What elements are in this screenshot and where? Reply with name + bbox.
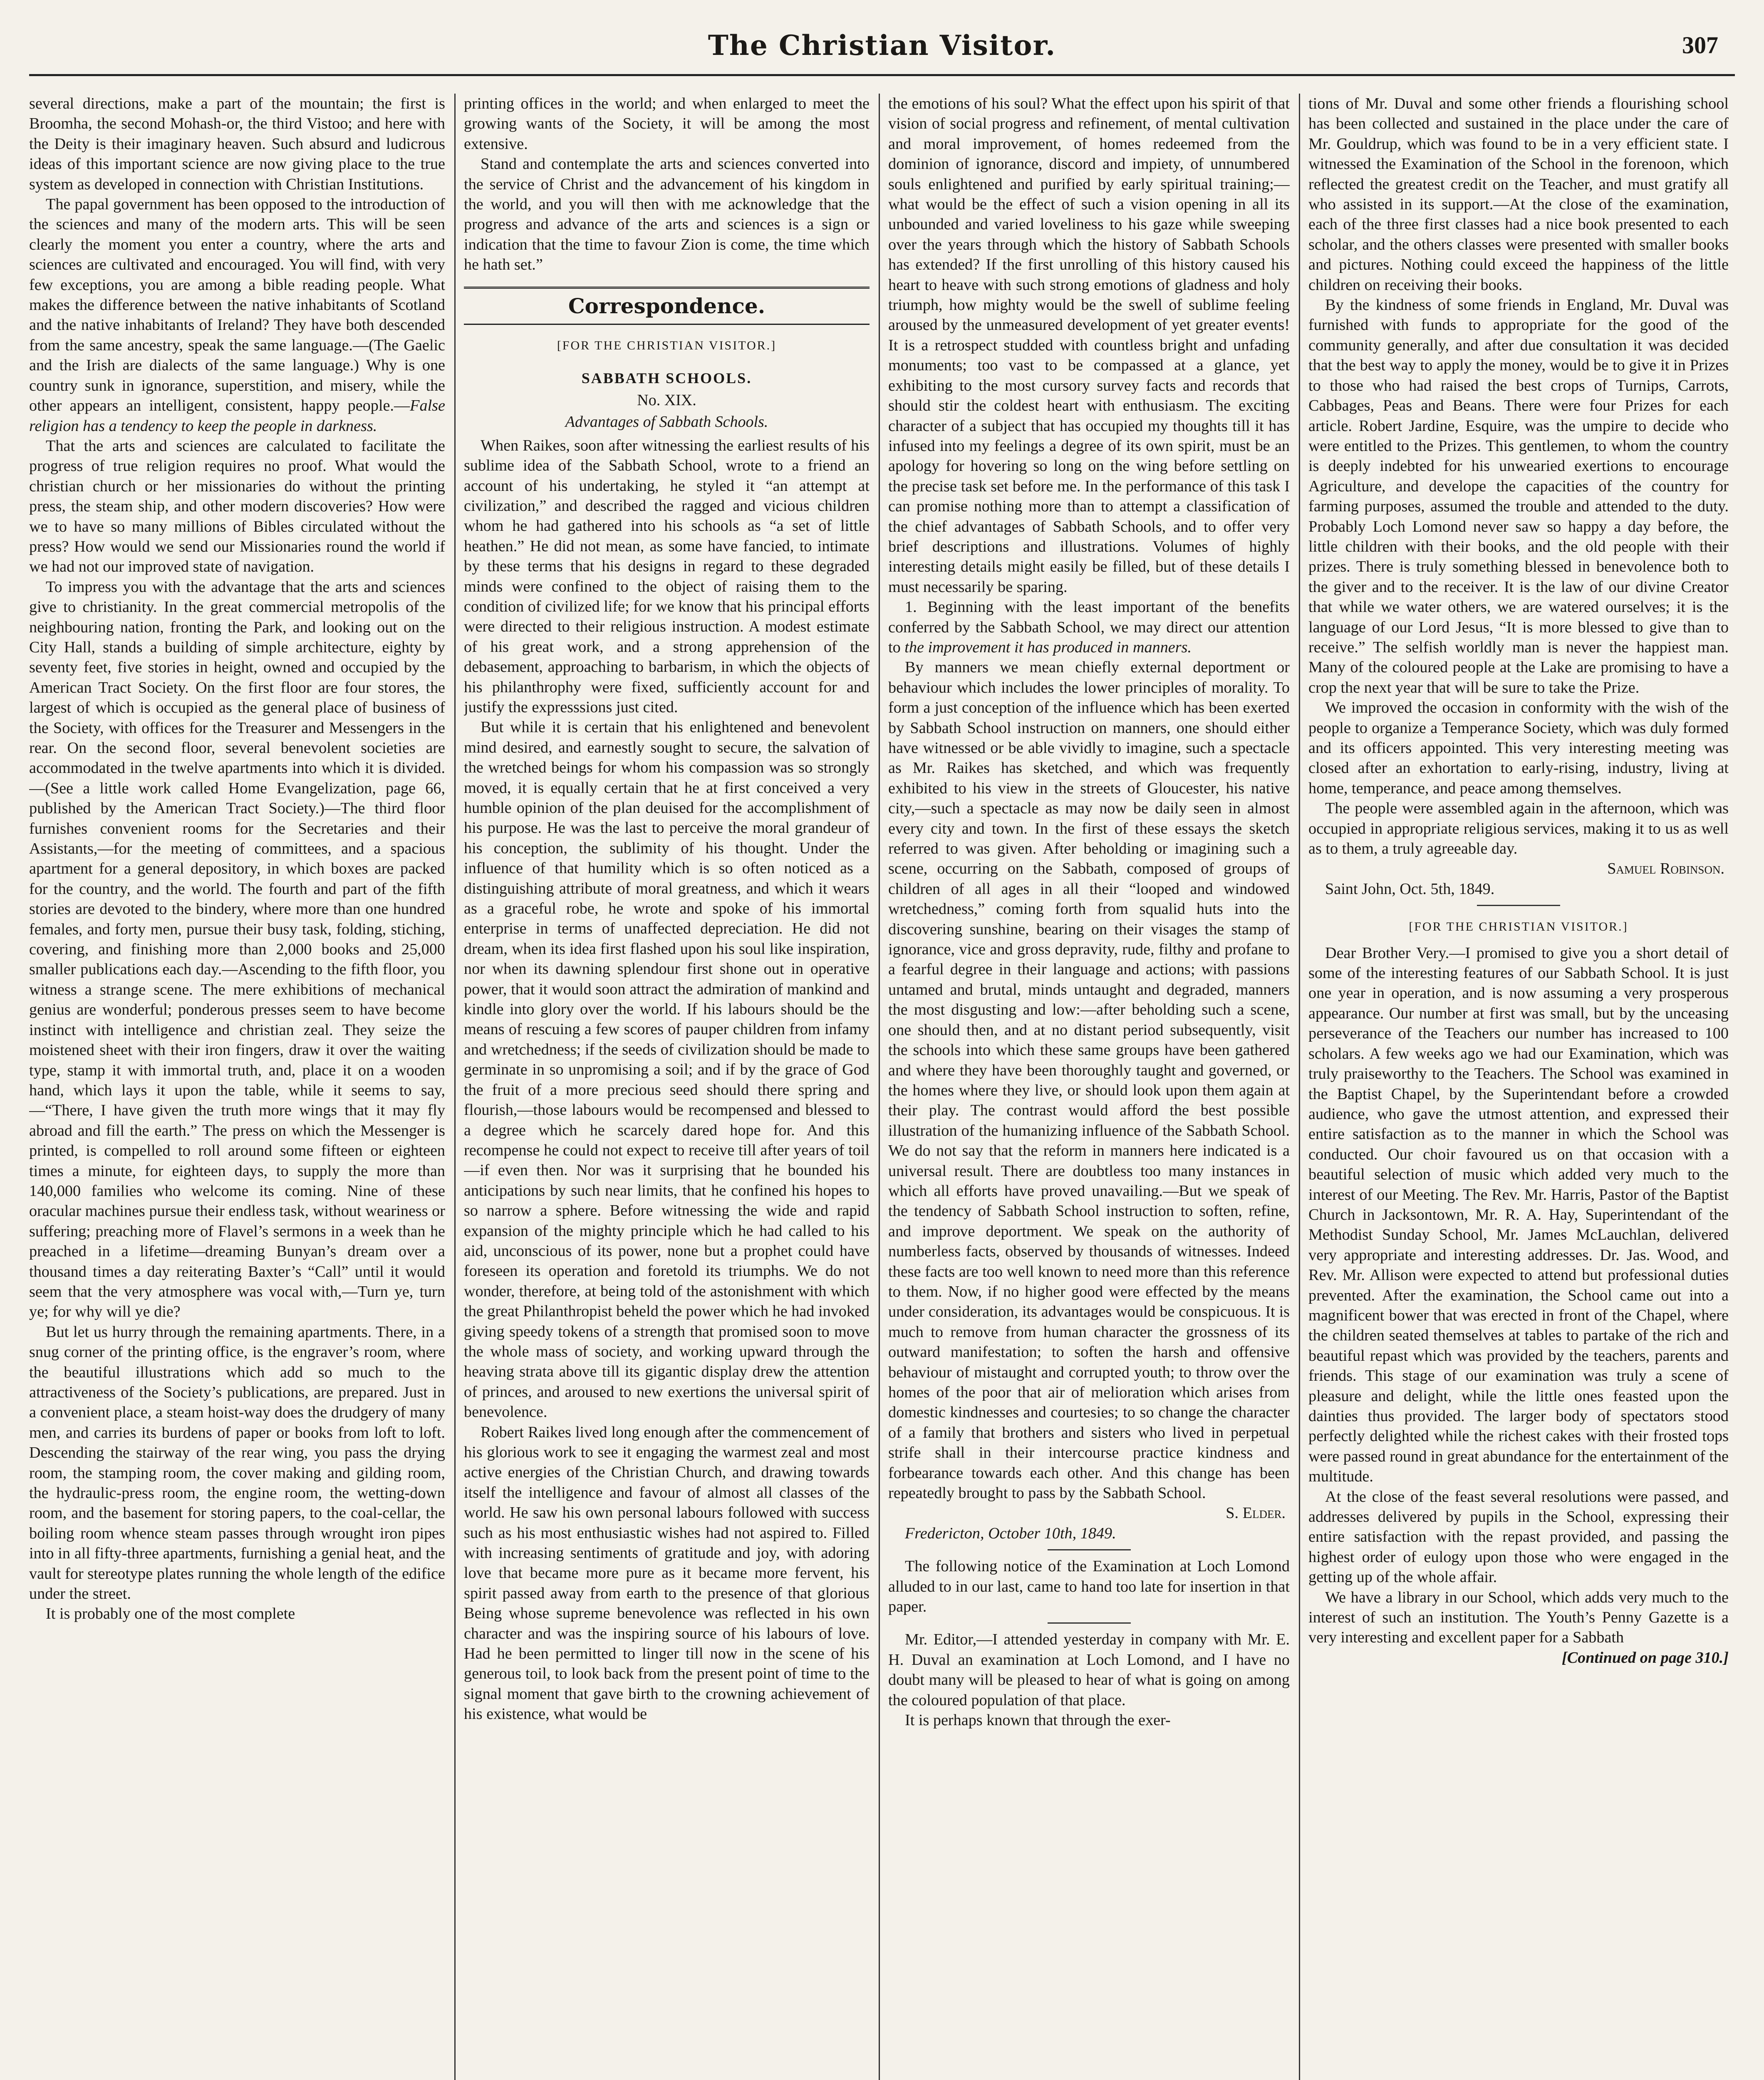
page-number: 307 bbox=[1682, 32, 1718, 59]
separator-rule bbox=[1048, 1622, 1131, 1624]
masthead bbox=[29, 12, 1735, 75]
paragraph: At the close of the feast several resolutions were passed, and addresses delivered by pupils in the School, expressing their entire satisfaction with the repast provided, and passing the highest order of eulogy upon those who were engaged in the getting up of the whole affair. bbox=[1308, 1488, 1729, 1586]
separator-rule bbox=[1477, 905, 1560, 906]
paragraph: printing offices in the world; and when enlarged to meet the growing wants of the Society, it will be among the most extensive. bbox=[464, 95, 870, 153]
paragraph: By the kindness of some friends in England, Mr. Duval was furnished with funds to appropriate for the good of the community generally, and after due consultation it was decided that the best way to apply the money, would be to give it in Prizes to those who had raised the best crops of Turnips, Carrots, Cabbages, Peas and Beans. There were four Prizes for each article. Robert Jardine, Esquire, was the umpire to decide who were entitled to the Prizes. This gentlemen, to whom the country is deeply indebted for his unwearied exertions to encourage Agriculture, and develope the capacities of the country for farming purposes, assumed the trouble and attended to the duty. Probably Loch Lomond never saw so happy a day before, the little children with their books, and the old people with their prizes. There is truly something blessed in benevolence both to the giver and to the receiver. It is the law of our divine Creator that while we water others, we are watered ourselves; it is the language of our Lord Jesus, “It is more blessed to give than to receive.” The selfish worldly man is never the happiest man. Many of the coloured people at the Lake are promising to have a crop the next year that will be sure to take the Prize. bbox=[1308, 296, 1729, 696]
article-title: SABBATH SCHOOLS. bbox=[581, 370, 752, 387]
source-note: [FOR THE CHRISTIAN VISITOR.] bbox=[1409, 920, 1628, 934]
emphasis-text: the improvement it has produced in manners. bbox=[904, 638, 1192, 656]
paragraph: That the arts and sciences are calculated to facilitate the progress of true religion requires no proof. What would the christian church or her missionaries do without the printing press, the steam ship, and other modern discoveries? How were we to have so many millions of Bibles circulated without the press? How would we send our Missionaries round the world if we had not our improved state of navigation. bbox=[29, 437, 445, 576]
paragraph-text: The papal government has been opposed to the introduction of the sciences and many of the modern arts. This will be seen clearly the moment you enter a country, where the arts and sciences are cultivated and encouraged. You will find, with very few exceptions, you are among a bible reading people. What makes the difference between the native inhabitants of Scotland and the native inhabitants of Ireland? They have both descended from the same ancestry, speak the same language.—(The Gaelic and the Irish are dialects of the same language.) Why is one country sunk in ignorance, superstition, and misery, while the other appears an intelligent, consistent, happy people.— bbox=[29, 196, 445, 415]
paragraph: We improved the occasion in conformity with the wish of the people to organize a Temperance Society, which was duly formed and its officers appointed. This very interesting meeting was closed after an exhortation to early-rising, industry, living at home, temperance, and peace among themselves. bbox=[1308, 699, 1729, 797]
column-divider bbox=[1299, 94, 1300, 2080]
article-subtitle: Advantages of Sabbath Schools. bbox=[565, 413, 768, 431]
column-4 bbox=[1308, 94, 1729, 2080]
header-rule bbox=[29, 74, 1735, 76]
paragraph: tions of Mr. Duval and some other friends a flourishing school has been collected and sustained in the place under the care of Mr. Gouldrup, which was found to be in a very efficient state. I witnessed the Examination of the School in the forenoon, which reflected the greatest credit on the Teacher, and must gratify all who assisted in its support.—At the close of the examination, each of the three first classes had a nice book presented to each scholar, and the others classes were presented with smaller books and pictures. Nothing could exceed the happiness of the little children on receiving their books. bbox=[1308, 95, 1729, 294]
paragraph: But while it is certain that his enlightened and benevolent mind desired, and earnestly sought to secure, the salvation of the wretched beings for whom his compassion was so strongly moved, it is equally certain that he at first conceived a very humble opinion of the plan deuised for the accomplishment of his purpose. He was the last to perceive the moral grandeur of his conception, the sublimity of his thought. Under the influence of that humility which is so often noticed as a distinguishing attribute of moral greatness, and which it wears as a graceful robe, he wrote and spoke of his immortal enterprise in terms of unaffected depreciation. He did not dream, when its idea first flashed upon his soul like inspiration, nor when its dawning splendour first shone out in operative power, that it would soon attract the admiration of mankind and kindle into glory over the world. If his labours should be the means of rescuing a few scores of pauper children from infamy and wretchedness; if the seeds of civilization should be made to germinate in so unpromising a soil; and if by the grace of God the fruit of a more precious seed should there spring and flourish,—those labours would be recompensed and blessed to a degree which he scarcely dared hope for. And this recompense he could not expect to receive till after years of toil—if even then. Nor was it surprising that he bounded his anticipations by such near limits, that he confined his hopes to so narrow a sphere. Before witnessing the wide and rapid expansion of the mighty principle which he had called to his aid, unconscious of its power, none but a prophet could have foreseen its operation and foretold its triumphs. We do not wonder, therefore, at being told of the astonishment with which the great Philanthropist beheld the power which he had invoked giving speedy tokens of a strength that promised soon to move the whole mass of society, and working upward through the heaving strata above till its gigantic display drew the attention of princes, and aroused to new exertions the universal spirit of benevolence. bbox=[464, 718, 870, 1421]
column-2 bbox=[464, 94, 870, 2080]
paragraph: When Raikes, soon after witnessing the earliest results of his sublime idea of the Sabbath School, wrote to a friend an account of his undertaking, he styled it “an attempt at civilization,” and described the ragged and vicious children whom he had gathered into his schools as “a set of little heathen.” He did not mean, as some have fancied, to intimate by these terms that his designs in regard to these degraded minds were confined to the object of raising them to the condition of civilized life; for we know that his principal efforts were directed to their religious instruction. A modest estimate of his great work, and a strong apprehension of the debasement, approaching to barbarism, in which the objects of his philanthrophy were fixed, sufficiently account for and justify the expresssions just cited. bbox=[464, 436, 870, 716]
paragraph: But let us hurry through the remaining apartments. There, in a snug corner of the printing office, is the engraver’s room, where the beautiful illustrations which add so much to the attractiveness of the Society’s publications, are prepared. Just in a convenient place, a steam hoist-way does the drudgery of many men, and carries its burdens of paper or books from loft to loft. Descending the stairway of the rear wing, you pass the drying room, the stamping room, the cover making and gilding room, the hydraulic-press room, the engine room, the wetting-down room, and the basement for storing papers, to the coal-cellar, the boiling room whence steam passes through wrought iron pipes into in all fifty-three apartments, furnishing a genial heat, and the vault for stereotype plates running the whole length of the edifice under the street. bbox=[29, 1323, 445, 1603]
signature: S. Elder. bbox=[1226, 1504, 1286, 1522]
emphasis-text: False religion has a tendency to keep the people in darkness. bbox=[29, 397, 445, 435]
paragraph: Dear Brother Very.—I promised to give you a short detail of some of the interesting features of our Sabbath School. It is just one year in operation, and is now assuming a very prosperous appearance. Our number at first was small, but by the unceasing perseverance of the Teachers our number has increased to 100 scholars. A few weeks ago we had our Examination, which was truly praiseworthy to the Teachers. The School was examined in the Baptist Chapel, by the Superintendant before a crowded audience, who gave the utmost attention, and expressed their entire satisfaction as to the manner in which the School was conducted. Our choir favoured us on that occasion with a beautiful selection of music which added very much to the interest of our Meeting. The Rev. Mr. Harris, Pastor of the Baptist Church in Jacksontown, Mr. R. A. Hay, Superintendant of the Methodist Sunday School, Mr. James McLauchlan, delivered very appropriate and interesting addresses. Dr. Jas. Wood, and Rev. Mr. Allison were expected to attend but professional duties prevented. After the examination, the School came out into a magnificent bower that was erected in front of the Chapel, where the children seated themselves at tables to partake of the rich and beautiful repast which was provided by the teachers, parents and friends. This stage of our examination was truly a scene of pleasure and delight, while the little ones feasted upon the dainties thus provided. The larger body of spectators stood perfectly delighted while the richest cakes with their frosted tops were passed round in great abundance for the entertainment of the multitude. bbox=[1308, 944, 1729, 1486]
paragraph: Stand and contemplate the arts and sciences converted into the service of Christ and the advancement of his kingdom in the world, and you will then with me acknowledge that the progress and advance of the arts and sciences is a sign or indication that the time to favour Zion is come, the time which he hath set.” bbox=[464, 155, 870, 274]
paragraph: The people were assembled again in the afternoon, which was occupied in appropriate religious services, making it to us as well as to them, a truly agreeable day. bbox=[1308, 800, 1729, 858]
dateline: Fredericton, October 10th, 1849. bbox=[905, 1524, 1116, 1542]
source-note: [FOR THE CHRISTIAN VISITOR.] bbox=[557, 339, 777, 353]
paragraph: Mr. Editor,—I attended yesterday in company with Mr. E. H. Duval an examination at Loch Lomond, and I have no doubt many will be pleased to hear of what is going on among the coloured population of that place. bbox=[888, 1631, 1290, 1709]
paragraph-text: 1. Beginning with the least important of the benefits conferred by the Sabbath School, we may direct our attention to bbox=[888, 598, 1290, 656]
separator-rule bbox=[1048, 1549, 1131, 1550]
article-number: No. XIX. bbox=[637, 391, 696, 409]
column-divider bbox=[454, 94, 456, 2080]
newspaper-title: The Christian Visitor. bbox=[708, 29, 1056, 62]
paragraph bbox=[888, 597, 1290, 657]
paragraph: To impress you with the advantage that the arts and sciences give to christianity. In the great commercial metropolis of the neighbouring nation, fronting the Park, and looking out on the City Hall, stands a building of simple architecture, eighty by seventy feet, five stories in height, owned and occupied by the American Tract Society. On the first floor are four stores, the largest of which is occupied as the general place of business of the Society, with offices for the Treasurer and Messengers in the rear. On the second floor, several benevolent societies are accommodated in the twelve apartments into which it is divided.—(See a little work called Home Evangelization, page 66, published by the American Tract Society.)—The third floor furnishes convenient rooms for the Secretaries and their Assistants,—for the meeting of committees, and a spacious apartment for a general depository, in which boxes are packed for the country, and the world. The fourth and part of the fifth stories are devoted to the bindery, where more than one hundred females, and forty men, pursue their busy task, folding, stiching, covering, and finishing more than 2,000 books and 25,000 smaller publications each day.—Ascending to the fifth floor, you witness a strange scene. The mere exhibitions of mechanical genius are wonderful; ponderous presses seem to have become instinct with intelligence and christian zeal. They seize the moistened sheet with their iron fingers, draw it over the waiting type, stamp it with immortal truth, and, place it on a wooden hand, which lays it upon the table, while it seems to say,—“There, I have given the truth more wings that it may fly abroad and fill the earth.” The press on which the Messenger is printed, is compelled to roll around some fifteen or eighteen times a minute, for eighteen days, to supply the more than 140,000 families who welcome its coming. Nine of these oracular machines pursue their endless task, without weariness or suffering; preaching more of Flavel’s sermons in a week than he preached in a lifetime—dreaming Bunyan’s dream over a thousand times a day reiterating Baxter’s “Call” until it would seem that the very atmosphere was vocal with,—Turn ye, turn ye; for why will ye die? bbox=[29, 578, 445, 1321]
column-divider bbox=[879, 94, 880, 2080]
paragraph: several directions, make a part of the mountain; the first is Broomha, the second Mohash-or, the third Vistoo; and here with the Deity is their imaginary heaven. Such absurd and ludicrous ideas of this important science are now giving place to the true system as developed in connection with Christian Institutions. bbox=[29, 95, 445, 193]
section-heading: Correspondence. bbox=[464, 287, 870, 325]
paragraph: We have a library in our School, which adds very much to the interest of such an institution. The Youth’s Penny Gazette is a very interesting and excellent paper for a Sabbath bbox=[1308, 1588, 1729, 1647]
column-1 bbox=[29, 94, 445, 2080]
paragraph: the emotions of his soul? What the effect upon his spirit of that vision of social progress and refinement, of mental cultivation and moral improvement, of homes redeemed from the dominion of ignorance, discord and impiety, of unnumbered souls enlightened and purified by early spiritual training;—what would be the effect of such a vision opening in all its unbounded and varied loveliness to his gaze while sweeping over the years through which the history of Sabbath Schools has extended? If the first unrolling of this history caused his heart to heave with such strong emotions of gladness and holy triumph, how mighty would be the swell of sublime feeling aroused by the unmeasured development of yet greater events! It is a retrospect studded with countless bright and unfading monuments; too vast to be compassed at a glance, yet exhibiting to the most cursory survey facts and records that should stir the coldest heart with enthusiasm. The exciting character of a subject that has occupied my thoughts till it has infused into my feelings a degree of its own spirit, must be an apology for hovering so long on the wing before settling on the precise task set before me. In the performance of this task I can promise nothing more than to attempt a classification of the chief advantages of Sabbath Schools, and to offer very brief descriptions and illustrations. Volumes of highly interesting details might easily be filled, but of these details I must necessarily be sparing. bbox=[888, 95, 1290, 596]
dateline: Saint John, Oct. 5th, 1849. bbox=[1325, 880, 1495, 898]
paragraph: By manners we mean chiefly external deportment or behaviour which includes the lower principles of morality. To form a just conception of the influence which has been exerted by Sabbath School instruction on manners, one should either have witnessed or be able vividly to imagine, such a spectacle as Mr. Raikes has sketched, and which was frequently exhibited to his view in the streets of Gloucester, his native city,—such a spectacle as may now be daily seen in almost every city and town. In the first of these essays the sketch referred to was given. After beholding or imagining such a scene, occurring on the Sabbath, composed of groups of children of all ages in all their “looped and windowed wretchedness,” coming forth from squalid huts into the discovering sunshine, bearing on their visages the stamp of ignorance, vice and gross depravity, rude, filthy and profane to a fearful degree in their language and actions; with passions untamed and brutal, minds untaught and degraded, manners the most disgusting and low:—after beholding such a scene, one should then, and at no distant period subsequently, visit the schools into which these same groups have been gathered and where they have been thoroughly taught and governed, or the homes where they live, or should look upon them again at their play. The contrast would afford the best possible illustration of the humanizing influence of the Sabbath School. We do not say that the reform in manners here indicated is a universal result. There are doubtless too many instances in which all efforts have proved unavailing.—But we speak of the tendency of Sabbath School instruction to soften, refine, and improve deportment. We speak on the authority of numberless facts, observed by thousands of witnesses. Indeed these facts are too well known to need more than this reference to them. Now, if no higher good were effected by the means under consideration, its advantages would be conspicuous. It is much to remove from human character the grossness of its outward manifestation; to soften the harsh and offensive behaviour of mistaught and corrupted youth; to throw over the homes of the poor that air of melioration which arises from domestic kindnesses and courtesies; to so change the character of a family that brothers and sisters who lived in perpetual strife shall in their intercourse practice kindness and forbearance towards each other. And this change has been repeatedly brought to pass by the Sabbath School. bbox=[888, 659, 1290, 1502]
signature: Samuel Robinson. bbox=[1607, 860, 1724, 878]
paragraph: It is probably one of the most complete bbox=[46, 1605, 295, 1623]
paragraph bbox=[29, 194, 445, 436]
column-3 bbox=[888, 94, 1290, 2080]
paragraph: It is perhaps known that through the exer- bbox=[905, 1711, 1171, 1729]
continued-note: [Continued on page 310.] bbox=[1561, 1649, 1729, 1666]
paragraph: The following notice of the Examination at Loch Lomond alluded to in our last, came to hand too late for insertion in that paper. bbox=[888, 1558, 1290, 1616]
paragraph: Robert Raikes lived long enough after the commencement of his glorious work to see it engaging the warmest zeal and most active energies of the Christian Church, and drawing towards itself the intelligence and favour of almost all classes of the world. He saw his own personal labours followed with success such as his most enthusiastic wishes had not aspired to. Filled with increasing sentiments of gratitude and joy, with adoring love that became more pure as it became more fervent, his spirit passed away from earth to the presence of that glorious Being whose supreme benevolence was reflected in his own character and was the inspiring source of his labours of love. Had he been permitted to linger till now in the scene of his generous toil, to look back from the present point of time to the signal moment that gave birth to the crowning achievement of his existence, what would be bbox=[464, 1423, 870, 1723]
